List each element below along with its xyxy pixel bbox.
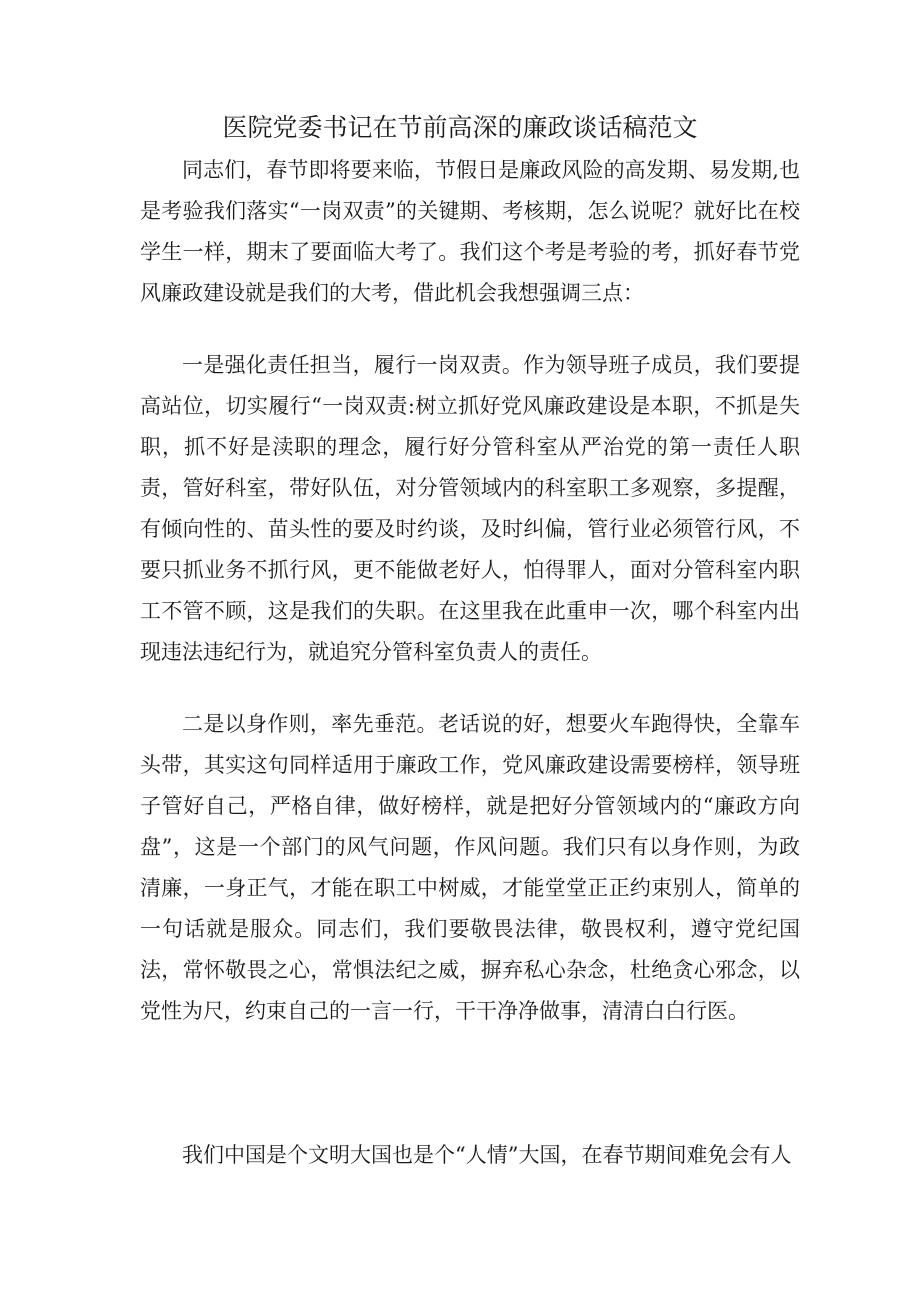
- paragraph-intro: 同志们，春节即将要来临，节假日是廉政风险的高发期、易发期,也是考验我们落实“一岗双责”的关键期、考核期，怎么说呢？就好比在校学生一样，期末了要面临大考了。我们这个考是考验的考，抓好春节党风廉政建设就是我们的大考，借此机会我想强调三点：: [140, 158, 800, 305]
- paragraph-point-one: 一是强化责任担当，履行一岗双责。作为领导班子成员，我们要提高站位，切实履行“一岗双责:树立抓好党风廉政建设是本职，不抓是失职，抓不好是渎职的理念，履行好分管科室从严治党的第一责任人职责，管好科室，带好队伍，对分管领域内的科室职工多观察，多提醒，有倾向性的、苗头性的要及时约谈，及时纠偏，管行业必须管行风，不要只抓业务不抓行风，更不能做老好人，怕得罪人，面对分管科室内职工不管不顾，这是我们的失职。在这里我在此重申一次，哪个科室内出现违法违纪行为，就追究分管科室负责人的责任。: [140, 353, 800, 664]
- document-title: 医院党委书记在节前高深的廉政谈话稿范文: [222, 113, 698, 142]
- paragraph-continuation: 我们中国是个文明大国也是个“人情”大国，在春节期间难免会有人: [182, 1143, 792, 1167]
- paragraph-point-two: 二是以身作则，率先垂范。老话说的好，想要火车跑得快，全靠车头带，其实这句同样适用于廉政工作，党风廉政建设需要榜样，领导班子管好自己，严格自律，做好榜样，就是把好分管领域内的“廉政方向盘”，这是一个部门的风气问题，作风问题。我们只有以身作则，为政清廉，一身正气，才能在职工中树威，才能堂堂正正约束别人，简单的一句话就是服众。同志们，我们要敬畏法律，敬畏权利，遵守党纪国法，常怀敬畏之心，常惧法纪之威，摒弃私心杂念，杜绝贪心邪念，以党性为尺，约束自己的一言一行，干干净净做事，清清白白行医。: [140, 712, 800, 1023]
